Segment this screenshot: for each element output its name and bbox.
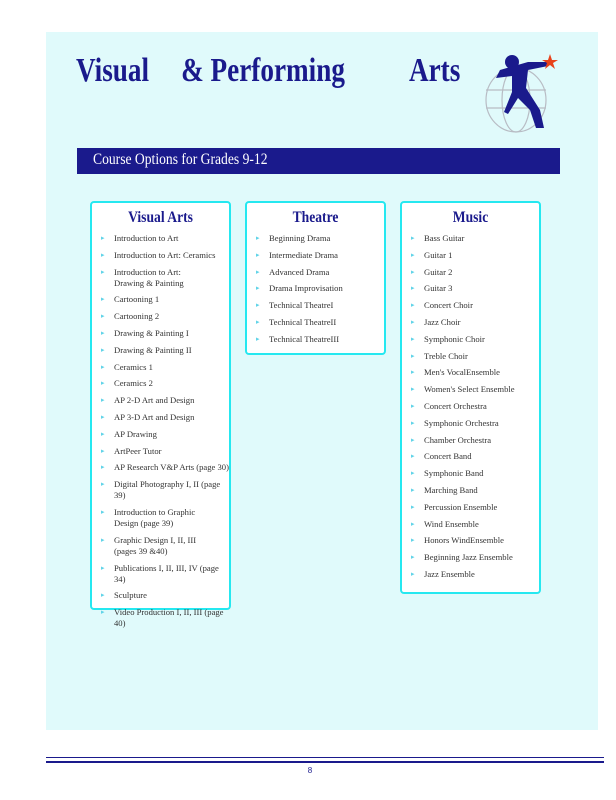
- course-label: Concert Band: [424, 451, 472, 462]
- star-icon: [542, 54, 558, 69]
- bullet-arrow-icon: ▸: [411, 317, 415, 326]
- course-item: [402, 351, 539, 362]
- course-label: Intermediate Drama: [269, 249, 338, 260]
- course-item: [402, 233, 539, 244]
- bullet-arrow-icon: ▸: [101, 250, 105, 259]
- course-label: Cartooning 2: [114, 311, 160, 322]
- bullet-arrow-icon: ▸: [101, 412, 105, 421]
- bullet-arrow-icon: ▸: [256, 317, 260, 326]
- course-list: [402, 233, 539, 580]
- bullet-arrow-icon: ▸: [411, 351, 415, 360]
- footer-rule-thick: [46, 761, 604, 763]
- course-label: Ceramics 2: [114, 378, 153, 389]
- course-item: [92, 607, 229, 629]
- course-label: AP Research V&P Arts (page 30): [114, 462, 229, 473]
- course-item: [402, 569, 539, 580]
- bullet-arrow-icon: ▸: [101, 328, 105, 337]
- bullet-arrow-icon: ▸: [101, 480, 105, 489]
- course-item: [402, 267, 539, 278]
- course-label: Symphonic Band: [424, 468, 484, 479]
- course-item: [402, 250, 539, 261]
- course-label: Beginning Jazz Ensemble: [424, 552, 513, 563]
- bullet-arrow-icon: ▸: [411, 553, 415, 562]
- course-label: Drawing & Painting II: [114, 344, 192, 355]
- course-label: Introduction to Art: Drawing & Painting: [114, 266, 184, 288]
- banner-text: Course Options for Grades 9-12: [93, 151, 268, 168]
- course-item: [92, 328, 229, 339]
- course-item: [402, 451, 539, 462]
- bullet-arrow-icon: ▸: [256, 267, 260, 276]
- course-item: [402, 418, 539, 429]
- course-item: [247, 334, 384, 345]
- course-item: [247, 267, 384, 278]
- bullet-arrow-icon: ▸: [101, 507, 105, 516]
- bullet-arrow-icon: ▸: [101, 267, 105, 276]
- course-label: Ceramics 1: [114, 361, 153, 372]
- course-item: [402, 535, 539, 546]
- course-item: [92, 395, 229, 406]
- course-label: Guitar 1: [424, 249, 453, 260]
- performer-star-globe-icon: [482, 48, 562, 134]
- bullet-arrow-icon: ▸: [101, 396, 105, 405]
- title-word-performing: & Performing: [181, 52, 345, 89]
- course-item: [92, 446, 229, 457]
- bullet-arrow-icon: ▸: [411, 452, 415, 461]
- theatre-box: [245, 201, 386, 355]
- course-item: [402, 502, 539, 513]
- course-item: [402, 552, 539, 563]
- course-label: Introduction to Art: Ceramics: [114, 249, 216, 260]
- course-label: Advanced Drama: [269, 266, 330, 277]
- bullet-arrow-icon: ▸: [411, 536, 415, 545]
- course-label: Drama Improvisation: [269, 283, 343, 294]
- course-item: [92, 535, 229, 557]
- course-label: ArtPeer Tutor: [114, 445, 162, 456]
- course-label: AP Drawing: [114, 428, 157, 439]
- bullet-arrow-icon: ▸: [256, 334, 260, 343]
- bullet-arrow-icon: ▸: [411, 250, 415, 259]
- course-list: [247, 233, 384, 345]
- course-item: [92, 378, 229, 389]
- course-item: [92, 412, 229, 423]
- course-item: [92, 362, 229, 373]
- course-item: [402, 468, 539, 479]
- course-label: AP 3-D Art and Design: [114, 411, 195, 422]
- course-item: [402, 300, 539, 311]
- bullet-arrow-icon: ▸: [101, 463, 105, 472]
- course-item: [247, 250, 384, 261]
- course-item: [92, 429, 229, 440]
- bullet-arrow-icon: ▸: [101, 446, 105, 455]
- bullet-arrow-icon: ▸: [411, 469, 415, 478]
- bullet-arrow-icon: ▸: [411, 435, 415, 444]
- title-word-visual: Visual: [76, 52, 150, 89]
- course-item: [402, 384, 539, 395]
- course-item: [92, 345, 229, 356]
- course-item: [92, 294, 229, 305]
- bullet-arrow-icon: ▸: [101, 312, 105, 321]
- course-item: [247, 300, 384, 311]
- course-label: Guitar 2: [424, 266, 453, 277]
- course-label: Treble Choir: [424, 350, 468, 361]
- course-list: [92, 233, 229, 629]
- bullet-arrow-icon: ▸: [411, 284, 415, 293]
- course-label: Sculpture: [114, 590, 147, 601]
- course-item: [247, 233, 384, 244]
- column-title: Music: [452, 209, 489, 226]
- course-label: Publications I, II, III, IV (page 34): [114, 562, 219, 584]
- bullet-arrow-icon: ▸: [411, 401, 415, 410]
- course-label: Wind Ensemble: [424, 518, 479, 529]
- title-word-arts: Arts: [408, 52, 461, 89]
- bullet-arrow-icon: ▸: [411, 569, 415, 578]
- visual-arts-box: [90, 201, 231, 629]
- course-label: Concert Orchestra: [424, 400, 487, 411]
- course-label: Technical TheatreII: [269, 316, 337, 327]
- bullet-arrow-icon: ▸: [411, 385, 415, 394]
- course-label: Honors WindEnsemble: [424, 535, 504, 546]
- course-item: [247, 317, 384, 328]
- course-label: Beginning Drama: [269, 233, 331, 243]
- bullet-arrow-icon: ▸: [411, 519, 415, 528]
- course-item: [402, 334, 539, 345]
- course-label: Women's Select Ensemble: [424, 384, 515, 395]
- bullet-arrow-icon: ▸: [101, 563, 105, 572]
- course-item: [92, 233, 229, 244]
- course-label: Bass Guitar: [424, 233, 465, 243]
- course-label: Technical TheatreI: [269, 300, 334, 311]
- bullet-arrow-icon: ▸: [411, 234, 415, 242]
- bullet-arrow-icon: ▸: [101, 295, 105, 304]
- course-item: [402, 283, 539, 294]
- course-item: [402, 519, 539, 530]
- course-label: Symphonic Orchestra: [424, 417, 499, 428]
- course-item: [92, 507, 229, 529]
- bullet-arrow-icon: ▸: [101, 429, 105, 438]
- page-number: 8: [307, 766, 313, 775]
- course-item: [402, 485, 539, 496]
- course-item: [402, 317, 539, 328]
- bullet-arrow-icon: ▸: [411, 418, 415, 427]
- bullet-arrow-icon: ▸: [411, 267, 415, 276]
- course-label: Symphonic Choir: [424, 333, 485, 344]
- bullet-arrow-icon: ▸: [101, 345, 105, 354]
- footer-rule: [46, 757, 604, 758]
- course-label: Introduction to Graphic Design (page 39): [114, 506, 196, 528]
- bullet-arrow-icon: ▸: [101, 379, 105, 388]
- music-box: [400, 201, 541, 594]
- bullet-arrow-icon: ▸: [411, 368, 415, 377]
- course-label: Concert Choir: [424, 300, 473, 311]
- course-item: [402, 435, 539, 446]
- course-label: Jazz Choir: [424, 316, 461, 327]
- course-item: [92, 311, 229, 322]
- bullet-arrow-icon: ▸: [101, 608, 105, 617]
- course-item: [92, 267, 229, 289]
- bullet-arrow-icon: ▸: [411, 301, 415, 310]
- course-item: [92, 462, 229, 473]
- course-label: AP 2-D Art and Design: [114, 395, 195, 406]
- bullet-arrow-icon: ▸: [256, 301, 260, 310]
- bullet-arrow-icon: ▸: [411, 334, 415, 343]
- course-label: Drawing & Painting I: [114, 327, 189, 338]
- course-item: [92, 250, 229, 261]
- page-title: [76, 52, 461, 90]
- bullet-arrow-icon: ▸: [411, 502, 415, 511]
- course-label: Cartooning 1: [114, 294, 160, 305]
- bullet-arrow-icon: ▸: [101, 234, 105, 242]
- column-title: Theatre: [292, 209, 339, 226]
- course-label: Jazz Ensemble: [424, 568, 475, 579]
- course-item: [92, 590, 229, 601]
- bullet-arrow-icon: ▸: [101, 535, 105, 544]
- bullet-arrow-icon: ▸: [256, 234, 260, 242]
- course-label: Guitar 3: [424, 283, 453, 294]
- course-label: Technical TheatreIII: [269, 333, 340, 344]
- bullet-arrow-icon: ▸: [256, 250, 260, 259]
- course-label: Introduction to Art: [114, 233, 179, 243]
- course-item: [92, 479, 229, 501]
- course-label: Men's VocalEnsemble: [424, 367, 500, 378]
- bullet-arrow-icon: ▸: [101, 591, 105, 600]
- course-label: Chamber Orchestra: [424, 434, 492, 445]
- bullet-arrow-icon: ▸: [411, 485, 415, 494]
- course-item: [92, 563, 229, 585]
- course-label: Percussion Ensemble: [424, 501, 498, 512]
- course-item: [402, 401, 539, 412]
- section-banner: [77, 148, 560, 174]
- course-label: Marching Band: [424, 484, 478, 495]
- bullet-arrow-icon: ▸: [101, 362, 105, 371]
- course-label: Digital Photography I, II (page 39): [114, 479, 221, 501]
- bullet-arrow-icon: ▸: [256, 284, 260, 293]
- course-item: [247, 283, 384, 294]
- course-label: Graphic Design I, II, III (pages 39 &40): [114, 534, 197, 556]
- course-label: Video Production I, II, III (page 40): [114, 607, 224, 629]
- course-item: [402, 367, 539, 378]
- column-title: Visual Arts: [128, 209, 193, 226]
